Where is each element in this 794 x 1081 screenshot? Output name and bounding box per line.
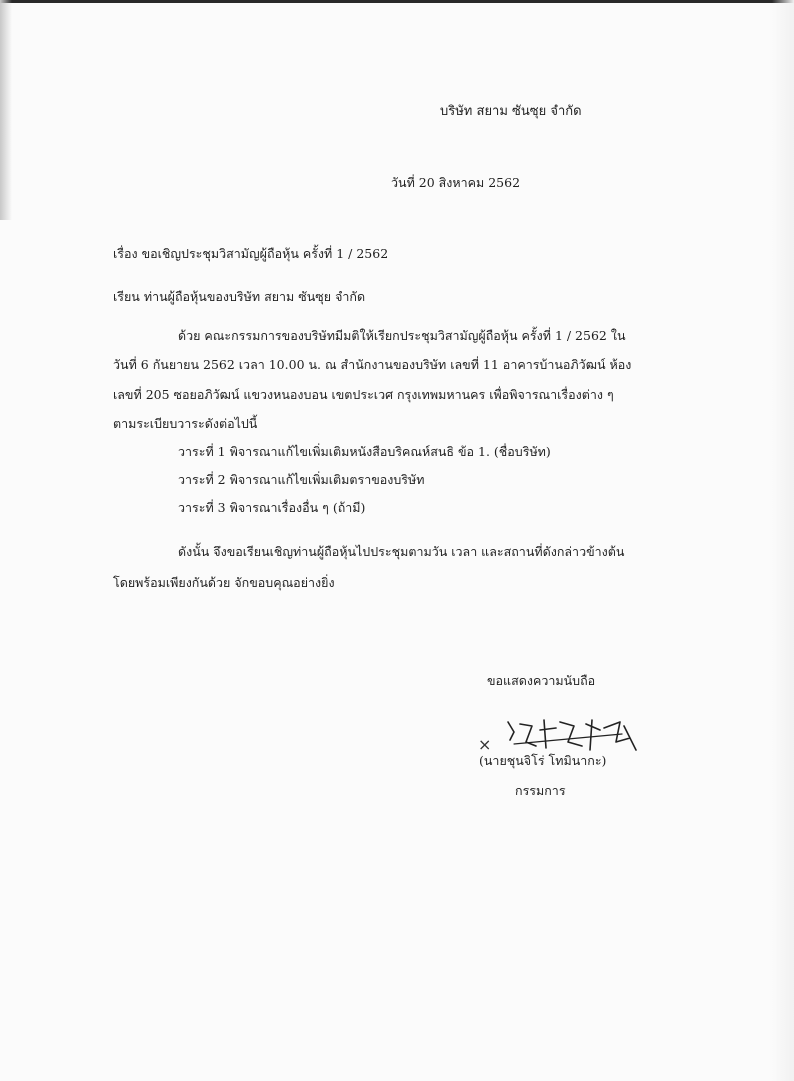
sign-off: ขอแสดงความนับถือ: [487, 673, 596, 688]
body-line-1: ด้วย คณะกรรมการของบริษัทมีมติให้เรียกประชุมวิสามัญผู้ถือหุ้น ครั้งที่ 1 / 2562 ใน: [178, 328, 626, 343]
scan-left-shadow: [0, 0, 12, 220]
body-line-3: เลขที่ 205 ซอยอภิวัฒน์ แขวงหนองบอน เขตประเวศ กรุงเทพมหานคร เพื่อพิจารณาเรื่องต่าง ๆ: [113, 387, 614, 402]
closing-line-1: ดังนั้น จึงขอเรียนเชิญท่านผู้ถือหุ้นไปประชุมตามวัน เวลา และสถานที่ดังกล่าวข้างต้น: [178, 544, 625, 559]
body-line-2: วันที่ 6 กันยายน 2562 เวลา 10.00 น. ณ สำนักงานของบริษัท เลขที่ 11 อาคารบ้านอภิวัฒน์ ห้อง: [113, 357, 632, 372]
letter-date: วันที่ 20 สิงหาคม 2562: [391, 175, 521, 190]
subject-line: เรื่อง ขอเชิญประชุมวิสามัญผู้ถือหุ้น ครั้งที่ 1 / 2562: [113, 246, 389, 261]
company-header: บริษัท สยาม ซันซุย จำกัด: [440, 104, 582, 119]
agenda-item-1: วาระที่ 1 พิจารณาแก้ไขเพิ่มเติมหนังสือบริคณห์สนธิ ข้อ 1. (ชื่อบริษัท): [178, 444, 551, 459]
signer-title: กรรมการ: [515, 783, 566, 798]
body-line-4: ตามระเบียบวาระดังต่อไปนี้: [113, 416, 258, 431]
agenda-item-3: วาระที่ 3 พิจารณาเรื่องอื่น ๆ (ถ้ามี): [178, 500, 366, 515]
signer-name: (นายชุนจิโร่ โทมินากะ): [479, 753, 607, 768]
scan-top-edge: [0, 0, 794, 3]
salutation-line: เรียน ท่านผู้ถือหุ้นของบริษัท สยาม ซันซุย จำกัด: [113, 289, 366, 304]
closing-line-2: โดยพร้อมเพียงกันด้วย จักขอบคุณอย่างยิ่ง: [113, 575, 335, 590]
signature-mark: ×: [478, 735, 492, 754]
scan-right-fold: [772, 0, 794, 1081]
agenda-item-2: วาระที่ 2 พิจารณาแก้ไขเพิ่มเติมตราของบริษัท: [178, 472, 425, 487]
